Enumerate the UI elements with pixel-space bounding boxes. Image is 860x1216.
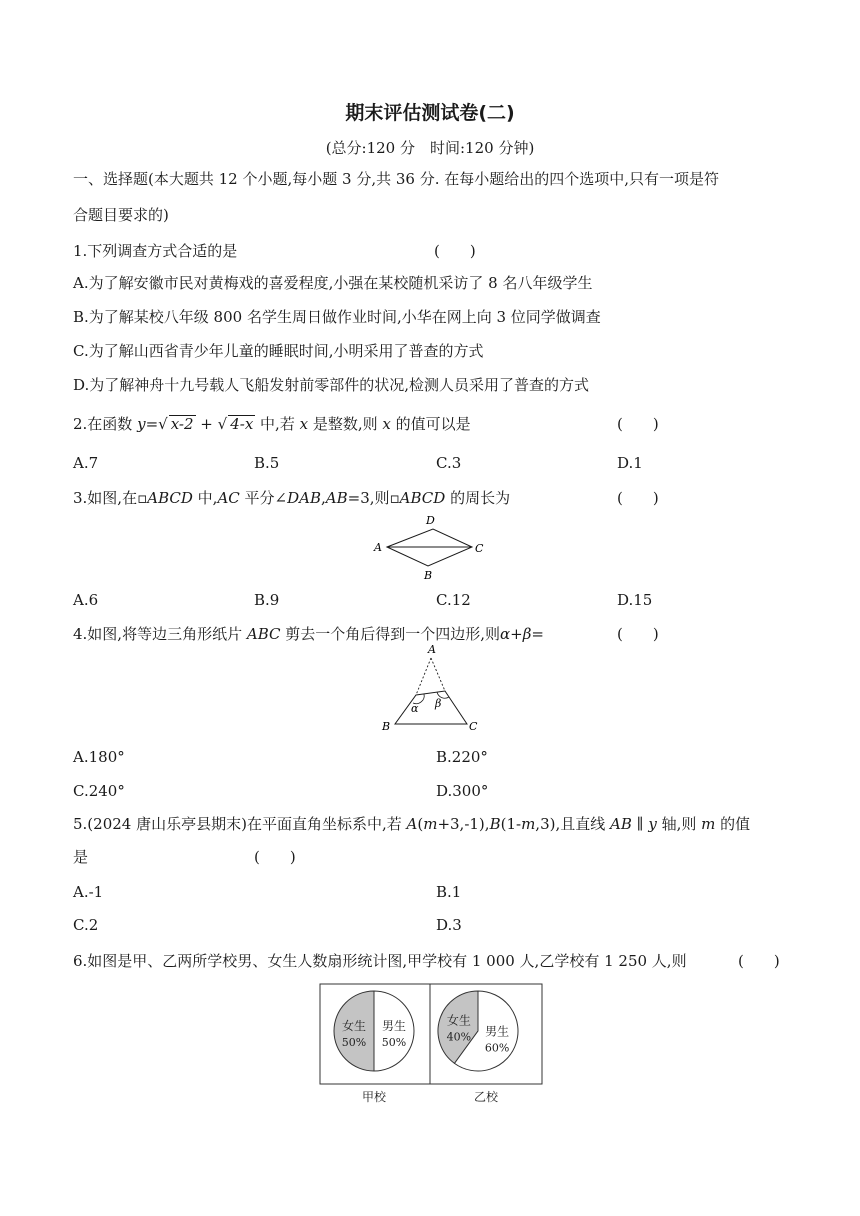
q2-stem-text-d: 的值可以是 — [390, 415, 471, 433]
pie-slice-percent: 40% — [446, 1030, 472, 1044]
q3-ac: AC — [217, 489, 240, 507]
q4-label-c: C — [469, 720, 478, 733]
q3-label-d: D — [426, 514, 435, 527]
q1-option-c: C.为了解山西省青少年儿童的睡眠时间,小明采用了普查的方式 — [73, 342, 484, 360]
pie-slice-label: 男生 — [485, 1024, 510, 1039]
q4-option-a: A.180° — [73, 748, 125, 766]
exam-subtitle: (总分:120 分 时间:120 分钟) — [325, 139, 535, 157]
q2-equals: = — [145, 415, 159, 433]
q2-radicand-1: x-2 — [170, 415, 194, 433]
pie-slice-label: 女生 — [341, 1019, 367, 1033]
q5-answer-paren: ( ) — [254, 848, 296, 866]
q3-stem-text-b: 中, — [192, 489, 218, 507]
q4-stem — [73, 623, 544, 645]
q2-option-a: A.7 — [73, 454, 99, 472]
q2-var-x: x — [382, 415, 391, 433]
section1-intro-line1: 一、选择题(本大题共 12 个小题,每小题 3 分,共 36 分. 在每小题给出的四个选项中,只有一项是符 — [73, 170, 720, 188]
q2-answer-paren: ( ) — [617, 415, 659, 433]
q3-stem-text-f: 的周长为 — [445, 489, 511, 507]
pie-slice-percent: 50% — [381, 1036, 407, 1049]
q5-stem-text-pf: 轴,则 — [656, 815, 702, 833]
q4-expr: α+β — [500, 625, 532, 643]
q3-stem-text-e: =3,则▫ — [347, 489, 400, 507]
q3-abcd: ABCD — [399, 489, 446, 507]
q4-option-d: D.300° — [436, 782, 489, 800]
pie-slice-label: 女生 — [446, 1013, 471, 1028]
q2-option-d: D.1 — [617, 454, 643, 472]
q6-pie-charts-figure — [318, 982, 546, 1108]
q3-dab: DAB — [287, 489, 321, 507]
q3-label-b: B — [424, 569, 433, 582]
q4-quadrilateral — [395, 691, 467, 724]
q5-option-d: D.3 — [436, 916, 462, 934]
pie-slice-label: 男生 — [381, 1019, 407, 1033]
q5-stem-text-pg: 的值 — [715, 815, 751, 833]
pie-slice-percent: 60% — [484, 1041, 510, 1055]
q2-option-b: B.5 — [254, 454, 280, 472]
q2-stem-text-c: 是整数,则 — [308, 415, 383, 433]
q5-stem-line1 — [73, 813, 750, 835]
section1-intro-line2: 合题目要求的) — [73, 206, 169, 224]
q4-cut-edge-right — [431, 658, 445, 691]
q2-plus: + — [195, 415, 218, 433]
q4-option-b: B.220° — [436, 748, 488, 766]
pie-slice-percent: 50% — [341, 1036, 367, 1049]
q2-stem-text-b: 中,若 — [255, 415, 300, 433]
q4-triangle-figure — [375, 644, 485, 736]
q4-label-a: A — [428, 644, 436, 656]
q5-var-m: m — [423, 815, 438, 833]
q3-ab: AB — [325, 489, 348, 507]
q5-var-m: m — [701, 815, 716, 833]
q5-stem-text-pb: +3,-1), — [437, 815, 490, 833]
q5-option-c: C.2 — [73, 916, 99, 934]
q4-stem-text-b: 剪去一个角后得到一个四边形,则 — [280, 625, 501, 643]
q3-label-c: C — [475, 542, 484, 555]
q4-label-b: B — [382, 720, 391, 733]
q3-option-d: D.15 — [617, 591, 653, 609]
q5-point-a: A — [406, 815, 418, 833]
sqrt-sign-icon: √ — [217, 415, 228, 433]
exam-title: 期末评估测试卷(二) — [345, 102, 515, 124]
q1-answer-paren: ( ) — [434, 242, 476, 260]
q5-option-a: A.-1 — [73, 883, 104, 901]
q2-stem — [73, 413, 471, 435]
q5-option-b: B.1 — [436, 883, 462, 901]
pie-chart-caption: 甲校 — [361, 1090, 387, 1104]
q3-option-b: B.9 — [254, 591, 280, 609]
q4-stem-text-c: = — [531, 625, 544, 643]
q3-stem-text-d: , — [320, 489, 326, 507]
q5-stem-text-pe: ∥ — [631, 815, 649, 833]
sqrt-sign-icon: √ — [158, 415, 168, 433]
q5-stem-text-a: 5.(2024 唐山乐亭县期末)在平面直角坐标系中,若 — [73, 815, 407, 833]
q5-line-ab: AB — [610, 815, 632, 833]
q6-answer-paren: ( ) — [738, 952, 780, 970]
q6-stem: 6.如图是甲、乙两所学校男、女生人数扇形统计图,甲学校有 1 000 人,乙学校有 1 250 人,则 — [73, 952, 687, 970]
q4-label-beta: β — [435, 697, 442, 710]
q3-rhombus-figure — [370, 512, 490, 584]
q4-label-alpha: α — [411, 702, 419, 715]
q4-abc: ABC — [246, 625, 281, 643]
q5-var-m: m — [521, 815, 536, 833]
pie-chart-caption: 乙校 — [473, 1090, 499, 1104]
q5-var-y: y — [648, 815, 657, 833]
q5-stem-text-pd: ,3),且直线 — [535, 815, 610, 833]
q5-point-b: B — [489, 815, 501, 833]
q3-stem — [73, 487, 510, 509]
q3-abcd: ABCD — [147, 489, 193, 507]
q3-option-c: C.12 — [436, 591, 471, 609]
q3-label-a: A — [374, 541, 382, 554]
q5-stem-text-pc: (1- — [500, 815, 522, 833]
q1-option-d: D.为了解神舟十九号载人飞船发射前零部件的状况,检测人员采用了普查的方式 — [73, 376, 590, 394]
q2-stem-text-a: 2.在函数 — [73, 415, 138, 433]
q1-option-a: A.为了解安徽市民对黄梅戏的喜爱程度,小强在某校随机采访了 8 名八年级学生 — [73, 274, 593, 292]
q4-stem-text-a: 4.如图,将等边三角形纸片 — [73, 625, 247, 643]
q2-var-y: y — [137, 415, 146, 433]
q2-var-x: x — [299, 415, 309, 433]
q3-answer-paren: ( ) — [617, 489, 659, 507]
q5-stem-line2: 是 — [73, 848, 89, 866]
q3-stem-text-c: 平分∠ — [239, 489, 288, 507]
q3-option-a: A.6 — [73, 591, 99, 609]
q5-stem-text-pa: ( — [417, 815, 424, 833]
q2-radicand-2: 4-x — [230, 415, 254, 433]
pie-chart-school-yi — [438, 991, 518, 1071]
pie-chart-school-jia — [334, 991, 414, 1071]
q4-answer-paren: ( ) — [617, 625, 659, 643]
q3-stem-text-a: 3.如图,在▫ — [73, 489, 148, 507]
q1-stem: 1.下列调查方式合适的是 — [73, 242, 238, 260]
q4-option-c: C.240° — [73, 782, 125, 800]
q1-option-b: B.为了解某校八年级 800 名学生周日做作业时间,小华在网上向 3 位同学做调查 — [73, 308, 601, 326]
q4-cut-edge-left — [416, 658, 431, 695]
q2-option-c: C.3 — [436, 454, 462, 472]
